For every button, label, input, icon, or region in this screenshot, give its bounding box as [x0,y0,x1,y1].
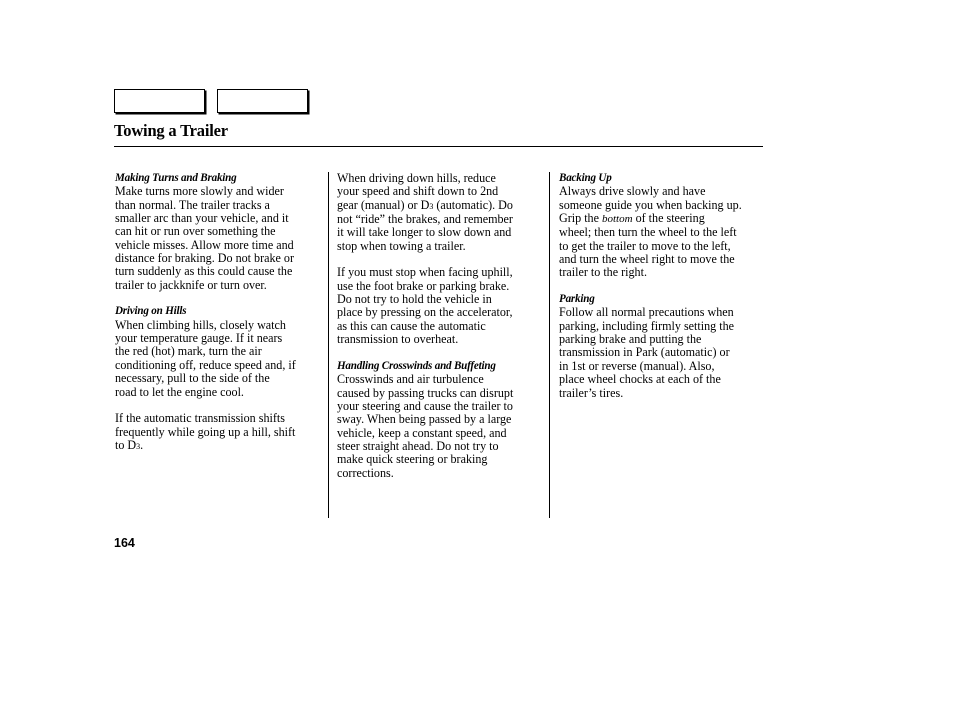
body-line: in 1st or reverse (manual). Also, [559,358,715,373]
body-line: corrections. [337,465,394,480]
body-line: steer straight ahead. Do not try to [337,438,499,453]
text-fragment: Grip the [559,211,602,226]
paragraph-gap [115,399,325,412]
body-line: your speed and shift down to 2nd [337,184,499,199]
body-line-d3 [115,439,325,453]
body-line: the red (hot) mark, turn the air [115,344,262,359]
body-line: transmission to overheat. [337,332,459,347]
section-heading-crosswinds: Handling Crosswinds and Buffeting [337,359,496,372]
section-heading-turns-braking: Making Turns and Braking [115,172,237,184]
body-line: and turn the wheel right to move the [559,252,735,267]
body-line: frequently while going up a hill, shift [115,424,296,439]
body-line: make quick steering or braking [337,452,488,467]
paragraph-gap [337,253,547,266]
body-line: road to let the engine cool. [115,384,244,399]
paragraph-gap [337,346,547,359]
body-line-grip [559,212,765,226]
body-line: Crosswinds and air turbulence [337,372,484,387]
text-fragment: of the steering [632,211,705,226]
body-line: Always drive slowly and have [559,184,706,199]
body-line: If the automatic transmission shifts [115,411,285,426]
body-line: Follow all normal precautions when [559,305,734,320]
body-line: necessary, pull to the side of the [115,371,270,386]
section-heading-parking: Parking [559,293,595,306]
body-line: vehicle, keep a constant speed, and [337,425,507,440]
gear-subscript: 3 [429,201,434,211]
paragraph-gap [559,280,765,293]
body-line: to get the trailer to move to the left, [559,238,731,253]
nav-tab-box-left[interactable] [114,89,205,113]
body-line: as this can cause the automatic [337,318,486,333]
body-line: not “ride” the brakes, and remember [337,212,513,227]
text-fragment: (automatic). Do [433,197,513,212]
body-line: turn suddenly as this could cause the [115,264,293,279]
body-line: When driving down hills, reduce [337,171,496,185]
body-line: trailer to the right. [559,265,647,280]
body-line: caused by passing trucks can disrupt [337,385,514,400]
body-line: wheel; then turn the wheel to the left [559,225,737,240]
text-column-2 [337,172,547,480]
body-line: Make turns more slowly and wider [115,184,284,199]
paragraph-gap [115,292,325,305]
title-rule [114,146,763,147]
body-line: When climbing hills, closely watch [115,317,286,332]
body-line: it will take longer to slow down and [337,225,512,240]
body-line: transmission in Park (automatic) or [559,345,730,360]
body-line: trailer’s tires. [559,385,624,400]
body-line: parking brake and putting the [559,332,702,347]
column-divider-1 [328,172,329,518]
body-line: your temperature gauge. If it nears [115,331,283,346]
text-column-1 [115,172,325,453]
page-number: 164 [114,536,135,550]
section-heading-driving-hills: Driving on Hills [115,305,187,318]
text-column-3 [559,172,765,400]
body-line: distance for braking. Do not brake or [115,251,294,266]
gear-subscript: 3 [136,441,141,451]
body-line: can hit or run over something the [115,224,276,239]
text-fragment: gear (manual) or D [337,197,430,212]
body-line: parking, including firmly setting the [559,318,734,333]
body-line: smaller arc than your vehicle, and it [115,211,289,226]
body-line: conditioning off, reduce speed and, if [115,357,296,372]
text-fragment: to D [115,437,137,452]
body-line: your steering and cause the trailer to [337,398,513,413]
body-line: trailer to jackknife or turn over. [115,277,267,292]
column-divider-2 [549,172,550,518]
body-line: stop when towing a trailer. [337,238,466,253]
body-line: vehicle misses. Allow more time and [115,237,294,252]
body-line: use the foot brake or parking brake. [337,278,510,293]
body-line: than normal. The trailer tracks a [115,197,270,212]
body-line: sway. When being passed by a large [337,412,512,427]
emphasis-bottom: bottom [602,213,633,226]
body-line: If you must stop when facing uphill, [337,265,513,280]
nav-tab-box-right[interactable] [217,89,308,113]
text-fragment: . [140,437,144,452]
body-line: someone guide you when backing up. [559,197,742,212]
body-line-d3 [337,199,547,213]
body-line: Do not try to hold the vehicle in [337,292,492,307]
section-heading-backing-up: Backing Up [559,172,612,184]
page-title: Towing a Trailer [114,121,228,140]
body-line: place wheel chocks at each of the [559,372,721,387]
body-line: place by pressing on the accelerator, [337,305,513,320]
